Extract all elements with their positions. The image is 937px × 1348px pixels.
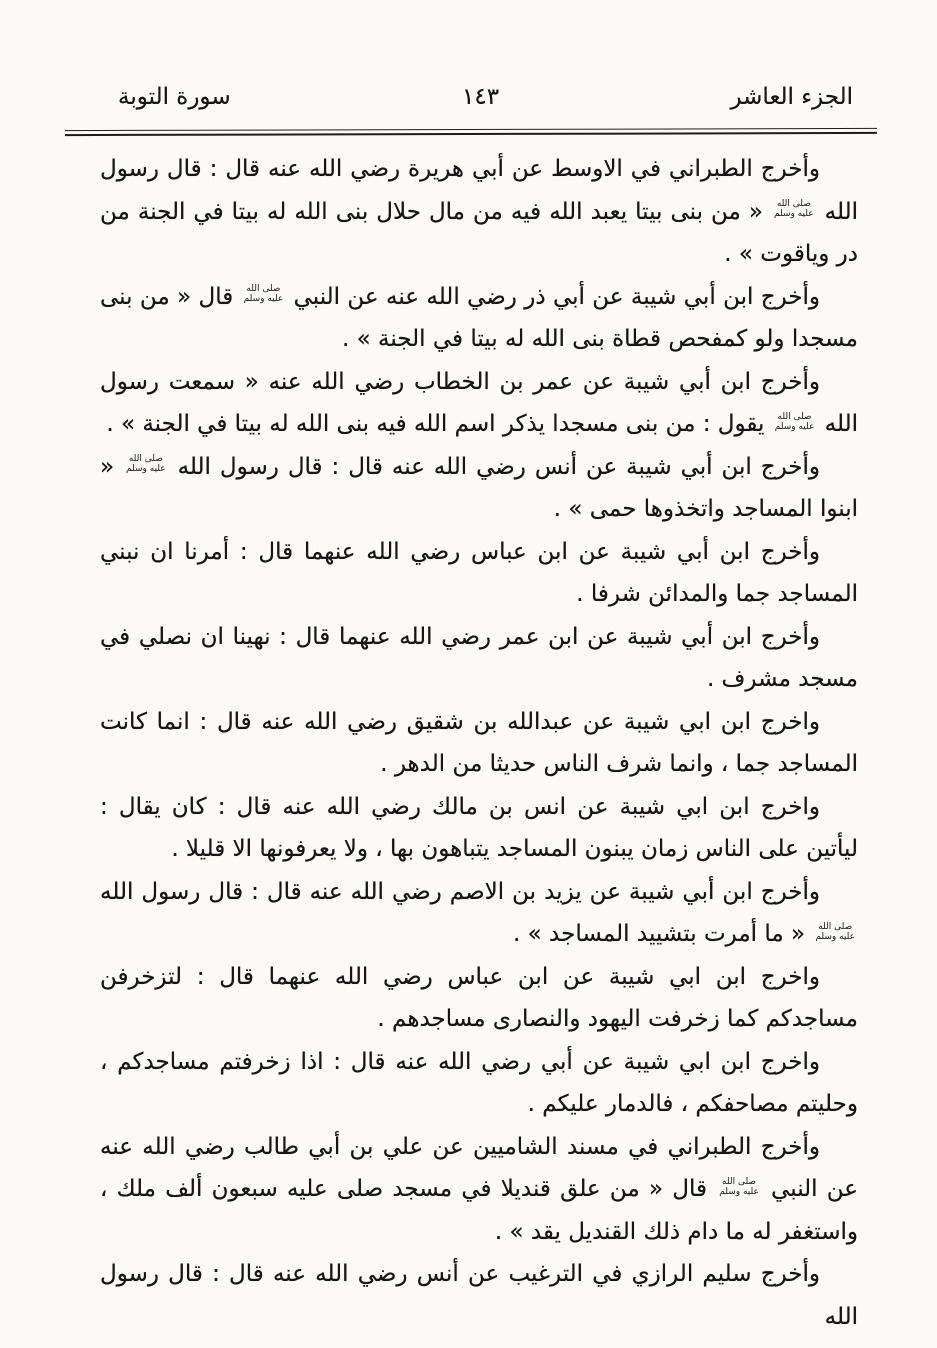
paragraph: وأخرج ابن أبي شيبة عن ابن عباس رضي الله عنهما قال : أمرنا ان نبني المساجد جما والمدائن شرفا . — [100, 538, 858, 607]
paragraph: وأخرج ابن أبي شيبة عن يزيد بن الاصم رضي الله عنه قال : قال رسول الله صلى الله عليه وسلم « ما أمرت بتشييد المساجد » . — [100, 878, 855, 947]
header-rule — [65, 128, 877, 136]
paragraph: وأخرج سليم الرازي في الترغيب عن أنس رضي الله عنه قال : قال رسول الله — [100, 1261, 858, 1330]
paragraph: واخرج ابن ابي شيبة عن أبي رضي الله عنه قال : اذا زخرفتم مساجدكم ، وحليتم مصاحفكم ، فالدمار عليكم . — [100, 1048, 858, 1117]
paragraph: وأخرج ابن أبي شيبة عن ابن عمر رضي الله عنهما قال : نهينا ان نصلي في مسجد مشرف . — [100, 623, 858, 692]
pbuh-ligature: صلى الله عليه وسلم — [243, 284, 284, 304]
paragraph: وأخرج ابن أبي شيبة عن أبي ذر رضي الله عنه عن النبي صلى الله عليه وسلم قال « من بنى مسجدا ولو كمفحص قطاة بنى الله له بيتا في الجنة » . — [100, 283, 858, 352]
pbuh-ligature: صلى الله عليه وسلم — [719, 1176, 759, 1197]
pbuh-ligature: صلى الله عليه وسلم — [126, 454, 166, 474]
paragraph: وأخرج الطبراني في مسند الشاميين عن علي بن أبي طالب رضي الله عنه عن النبي صلى الله عليه وسلم قال « من علق قنديلا في مسجد صلى عليه سبعون ألف ملك ، واستغفر له ما دام ذلك القنديل يقد » . — [100, 1133, 858, 1245]
page-number: ١٤٣ — [462, 84, 500, 110]
paragraph: واخرج ابن ابي شيبة عن عبدالله بن شقيق رضي الله عنه قال : انما كانت المساجد جما ، وانما شرف الناس حديثا من الدهر . — [100, 708, 858, 777]
pbuh-ligature: صلى الله عليه وسلم — [815, 921, 855, 942]
surah-title: سورة التوبة — [118, 84, 231, 110]
paragraph: واخرج ابن ابي شيبة عن ابن عباس رضي الله عنهما قال : لتزخرفن مساجدكم كما زخرفت اليهود والنصارى مساجدهم . — [100, 963, 858, 1032]
juz-title: الجزء العاشر — [730, 84, 853, 110]
pbuh-ligature: صلى الله عليه وسلم — [774, 411, 815, 432]
paragraph: وأخرج الطبراني في الاوسط عن أبي هريرة رضي الله عنه قال : قال رسول الله صلى الله عليه وسلم « من بنى بيتا يعبد الله فيه من مال حلال بنى الله له بيتا في الجنة من در وياقوت » . — [100, 156, 859, 267]
pbuh-ligature: صلى الله عليه وسلم — [774, 199, 814, 219]
page-header — [0, 0, 937, 112]
paragraph: وأخرج ابن أبي شيبة عن عمر بن الخطاب رضي الله عنه « سمعت رسول الله صلى الله عليه وسلم يقول : من بنى مسجدا يذكر اسم الله فيه بنى الله له بيتا في الجنة » . — [100, 368, 858, 437]
paragraph: واخرج ابن ابي شيبة عن انس بن مالك رضي الله عنه قال : كان يقال : ليأتين على الناس زمان يبنون المساجد يتباهون بها ، ولا يعرفونها الا قليلا . — [100, 793, 858, 862]
body-text — [0, 148, 937, 1338]
paragraph: وأخرج ابن أبي شيبة عن أنس رضي الله عنه قال : قال رسول الله صلى الله عليه وسلم « ابنوا المساجد واتخذوها حمى » . — [100, 453, 858, 522]
